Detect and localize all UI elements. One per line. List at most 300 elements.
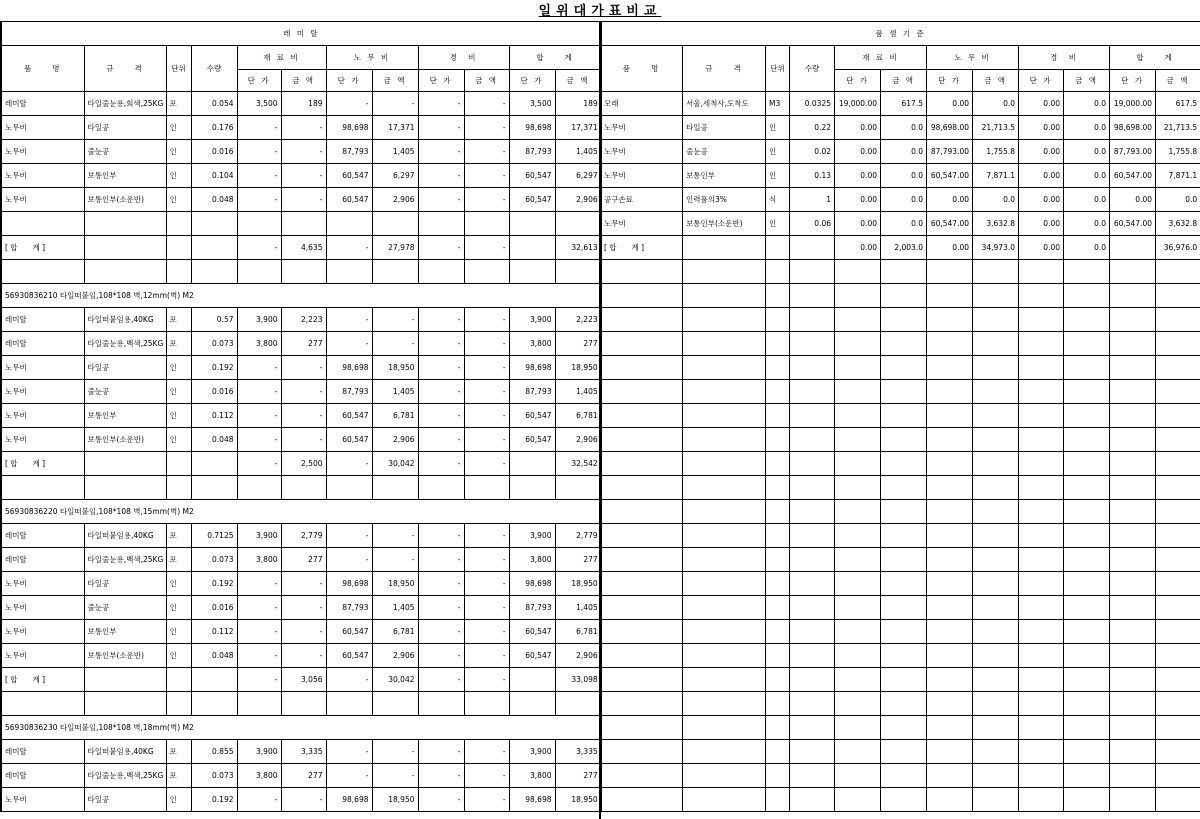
empty-cell [1064,596,1110,620]
expense-unit-price: - [418,764,464,788]
empty-cell [1064,404,1110,428]
blank-row [1,476,601,500]
blank-row [601,332,1200,356]
table-row [1,188,601,212]
table-row [1,788,601,812]
empty-cell [766,740,790,764]
empty-cell [1019,476,1064,500]
item-spec: 타일공 [84,356,166,380]
total-amount: 277 [555,764,601,788]
empty-cell [927,740,973,764]
expense-amount: - [464,788,509,812]
item-qty [191,452,237,476]
empty-cell [418,476,464,500]
empty-cell [927,692,973,716]
total-amount: 2,906 [555,428,601,452]
blank-row [601,692,1200,716]
blank-row [601,644,1200,668]
expense-amount: - [464,524,509,548]
empty-cell [601,692,683,716]
expense-unit-price: - [418,548,464,572]
total-amount: 2,779 [555,524,601,548]
material-unit-price: - [237,380,281,404]
labor-amount: 21,713.5 [973,116,1019,140]
item-name: 모래 [601,92,683,116]
expense-unit-price: - [418,668,464,692]
empty-cell [464,212,509,236]
empty-cell [835,308,881,332]
empty-cell [1064,356,1110,380]
item-qty: 0.192 [191,356,237,380]
empty-cell [835,260,881,284]
expense-unit-price: - [418,116,464,140]
left-group-title: 레 미 탈 [1,22,601,46]
item-name: 노무비 [601,164,683,188]
empty-cell [835,716,881,740]
blank-row [601,260,1200,284]
material-unit-price: 0.00 [835,188,881,212]
header-spec: 규 격 [84,46,166,92]
material-amount: - [281,788,326,812]
empty-cell [683,356,766,380]
empty-cell [881,716,927,740]
expense-unit-price: - [418,164,464,188]
labor-amount: 30,042 [372,452,418,476]
empty-cell [766,476,790,500]
header-unit-price: 단 가 [927,70,973,92]
total-unit-price: 60,547.00 [1110,164,1156,188]
empty-cell [1064,332,1110,356]
empty-cell [881,356,927,380]
expense-unit-price: - [418,524,464,548]
item-name: 노무비 [1,164,84,188]
empty-cell [766,668,790,692]
empty-cell [835,668,881,692]
empty-cell [835,692,881,716]
empty-cell [1156,356,1200,380]
empty-cell [509,212,555,236]
total-unit-price: 19,000.00 [1110,92,1156,116]
empty-cell [84,692,166,716]
total-amount: 0.0 [1156,188,1200,212]
expense-unit-price: - [418,740,464,764]
total-unit-price: 3,900 [509,524,555,548]
blank-row [601,500,1200,524]
total-amount: 1,405 [555,596,601,620]
expense-unit-price: - [418,620,464,644]
empty-cell [835,284,881,308]
total-amount: 617.5 [1156,92,1200,116]
empty-cell [1110,788,1156,812]
empty-cell [927,308,973,332]
material-amount: - [281,620,326,644]
item-name: 노무비 [601,116,683,140]
item-spec: 보통인부 [84,164,166,188]
total-amount: 3,335 [555,740,601,764]
right-cost-table [600,21,1200,812]
material-unit-price: - [237,188,281,212]
labor-unit-price: - [326,332,372,356]
header-material: 재 료 비 [237,46,326,70]
empty-cell [1110,572,1156,596]
header-qty: 수량 [191,46,237,92]
material-amount: 3,056 [281,668,326,692]
empty-cell [835,572,881,596]
empty-cell [881,260,927,284]
empty-cell [881,452,927,476]
empty-cell [1110,404,1156,428]
empty-cell [326,260,372,284]
labor-unit-price: 60,547.00 [927,164,973,188]
empty-cell [683,500,766,524]
labor-unit-price: - [326,764,372,788]
total-amount: 18,950 [555,572,601,596]
expense-amount: - [464,332,509,356]
material-amount: - [281,572,326,596]
item-qty: 1 [790,188,835,212]
empty-cell [835,644,881,668]
empty-cell [1156,572,1200,596]
empty-cell [881,644,927,668]
blank-row [601,740,1200,764]
blank-row [1,212,601,236]
total-unit-price: 3,800 [509,764,555,788]
empty-cell [790,260,835,284]
empty-cell [683,716,766,740]
blank-row [601,308,1200,332]
labor-amount: 18,950 [372,572,418,596]
total-unit-price: 60,547 [509,188,555,212]
table-row [601,116,1200,140]
total-unit-price: 98,698 [509,572,555,596]
empty-cell [766,788,790,812]
table-row [601,188,1200,212]
total-unit-price: 0.00 [1110,188,1156,212]
expense-unit-price: - [418,644,464,668]
total-unit-price: 98,698 [509,356,555,380]
item-spec: 보통인부(소운반) [84,428,166,452]
total-amount: 7,871.1 [1156,164,1200,188]
empty-cell [835,404,881,428]
empty-cell [1110,644,1156,668]
empty-cell [1064,380,1110,404]
material-unit-price: - [237,620,281,644]
item-unit: 인 [166,644,191,668]
material-amount: 0.0 [881,164,927,188]
empty-cell [601,332,683,356]
item-name: 노무비 [1,596,84,620]
empty-cell [766,548,790,572]
labor-amount: - [372,548,418,572]
empty-cell [1156,716,1200,740]
labor-amount: 6,781 [372,404,418,428]
empty-cell [326,212,372,236]
empty-cell [881,404,927,428]
empty-cell [1064,644,1110,668]
table-row [1,356,601,380]
empty-cell [84,260,166,284]
empty-cell [790,380,835,404]
empty-cell [835,740,881,764]
labor-amount: 27,978 [372,236,418,260]
item-unit: 포 [166,92,191,116]
empty-cell [601,716,683,740]
empty-cell [881,476,927,500]
total-amount: 2,906 [555,188,601,212]
empty-cell [766,644,790,668]
table-row [1,572,601,596]
empty-cell [1064,260,1110,284]
item-unit: 인 [766,212,790,236]
empty-cell [1156,788,1200,812]
labor-amount: 17,371 [372,116,418,140]
empty-cell [973,740,1019,764]
empty-cell [973,764,1019,788]
subtotal-row [601,236,1200,260]
empty-cell [1156,476,1200,500]
expense-amount: - [464,668,509,692]
empty-cell [927,260,973,284]
empty-cell [281,212,326,236]
empty-cell [1064,668,1110,692]
labor-amount: 18,950 [372,356,418,380]
labor-unit-price: - [326,452,372,476]
labor-amount: - [372,332,418,356]
labor-amount: 1,405 [372,596,418,620]
material-amount: - [281,164,326,188]
empty-cell [1110,476,1156,500]
labor-unit-price: - [326,548,372,572]
empty-cell [281,692,326,716]
expense-amount: - [464,116,509,140]
empty-cell [790,596,835,620]
empty-cell [835,452,881,476]
empty-cell [683,428,766,452]
empty-cell [683,644,766,668]
empty-cell [1,692,84,716]
empty-cell [973,260,1019,284]
empty-cell [927,452,973,476]
labor-unit-price: - [326,236,372,260]
header-spec: 규 격 [683,46,766,92]
empty-cell [927,572,973,596]
empty-cell [973,716,1019,740]
total-amount: 6,781 [555,404,601,428]
empty-cell [1019,380,1064,404]
empty-cell [790,476,835,500]
empty-cell [1,260,84,284]
empty-cell [1064,620,1110,644]
empty-cell [927,500,973,524]
material-unit-price: - [237,356,281,380]
empty-cell [1110,356,1156,380]
labor-amount: 3,632.8 [973,212,1019,236]
expense-amount: - [464,404,509,428]
material-unit-price: - [237,572,281,596]
expense-unit-price: - [418,92,464,116]
empty-cell [191,212,237,236]
table-row [1,164,601,188]
empty-cell [835,620,881,644]
expense-unit-price: - [418,308,464,332]
empty-cell [881,524,927,548]
empty-cell [683,260,766,284]
item-qty: 0.06 [790,212,835,236]
empty-cell [1156,548,1200,572]
empty-cell [835,524,881,548]
empty-cell [790,716,835,740]
empty-cell [1110,764,1156,788]
empty-cell [555,212,601,236]
blank-row [601,788,1200,812]
table-row [1,524,601,548]
labor-unit-price: 87,793 [326,380,372,404]
empty-cell [881,596,927,620]
empty-cell [1019,740,1064,764]
empty-cell [1019,308,1064,332]
item-name: 노무비 [1,644,84,668]
empty-cell [973,548,1019,572]
blank-row [601,476,1200,500]
empty-cell [927,524,973,548]
empty-cell [766,524,790,548]
material-unit-price: 0.00 [835,236,881,260]
empty-cell [683,308,766,332]
expense-amount: - [464,188,509,212]
table-row [1,92,601,116]
item-spec [84,668,166,692]
empty-cell [237,692,281,716]
empty-cell [1064,476,1110,500]
empty-cell [881,548,927,572]
material-unit-price: 0.00 [835,164,881,188]
expense-amount: - [464,308,509,332]
table-row [1,764,601,788]
header-total: 합 계 [1110,46,1200,70]
empty-cell [237,212,281,236]
header-labor: 노 무 비 [326,46,418,70]
expense-unit-price: - [418,380,464,404]
expense-unit-price: 0.00 [1019,116,1064,140]
empty-cell [1156,284,1200,308]
empty-cell [601,428,683,452]
labor-unit-price: 98,698.00 [927,116,973,140]
item-qty: 0.048 [191,428,237,452]
total-amount: 2,223 [555,308,601,332]
item-spec: 타일떠붙임용,40KG [84,524,166,548]
empty-cell [1156,404,1200,428]
item-name: 공구손료 [601,188,683,212]
empty-cell [927,620,973,644]
blank-row [601,716,1200,740]
labor-unit-price: - [326,740,372,764]
empty-cell [927,764,973,788]
empty-cell [1019,356,1064,380]
item-qty: 0.073 [191,764,237,788]
empty-cell [927,476,973,500]
total-amount: 189 [555,92,601,116]
material-amount: 0.0 [881,140,927,164]
expense-unit-price: - [418,356,464,380]
header-unit-price: 단 가 [418,70,464,92]
empty-cell [1064,452,1110,476]
empty-cell [1064,500,1110,524]
empty-cell [927,404,973,428]
item-unit: 인 [166,572,191,596]
empty-cell [973,620,1019,644]
empty-cell [601,764,683,788]
labor-unit-price: 60,547 [326,164,372,188]
empty-cell [1110,380,1156,404]
header-name: 품 명 [1,46,84,92]
total-unit-price: 87,793 [509,596,555,620]
total-amount: 17,371 [555,116,601,140]
item-unit: 인 [166,620,191,644]
item-unit: M3 [766,92,790,116]
empty-cell [418,692,464,716]
header-amount: 금 액 [464,70,509,92]
item-name: 노무비 [1,620,84,644]
material-amount: 277 [281,332,326,356]
material-unit-price: 3,900 [237,740,281,764]
empty-cell [973,668,1019,692]
blank-row [601,620,1200,644]
empty-cell [1156,668,1200,692]
empty-cell [790,308,835,332]
material-amount: 617.5 [881,92,927,116]
item-unit: 포 [166,524,191,548]
item-qty: 0.192 [191,572,237,596]
empty-cell [1019,716,1064,740]
empty-cell [683,524,766,548]
item-name: 노무비 [1,428,84,452]
empty-cell [790,740,835,764]
empty-cell [84,476,166,500]
empty-cell [601,308,683,332]
item-name: 노무비 [1,188,84,212]
empty-cell [1064,740,1110,764]
material-unit-price: - [237,404,281,428]
labor-unit-price: 87,793 [326,140,372,164]
empty-cell [683,620,766,644]
material-unit-price: - [237,644,281,668]
empty-cell [973,380,1019,404]
item-name: 노무비 [1,140,84,164]
item-unit: 식 [766,188,790,212]
expense-amount: - [464,164,509,188]
empty-cell [835,764,881,788]
material-amount: 2,223 [281,308,326,332]
material-unit-price: 3,500 [237,92,281,116]
material-unit-price: - [237,788,281,812]
material-amount: - [281,596,326,620]
item-unit [766,236,790,260]
empty-cell [790,620,835,644]
expense-amount: - [464,356,509,380]
item-unit: 인 [166,404,191,428]
total-amount: 6,297 [555,164,601,188]
labor-amount: 30,042 [372,668,418,692]
header-expense: 경 비 [1019,46,1110,70]
material-unit-price: 19,000.00 [835,92,881,116]
subtotal-row [1,452,601,476]
material-unit-price: 3,900 [237,308,281,332]
empty-cell [418,260,464,284]
labor-amount: 2,906 [372,188,418,212]
empty-cell [1064,284,1110,308]
empty-cell [601,284,683,308]
header-amount: 금 액 [1156,70,1200,92]
